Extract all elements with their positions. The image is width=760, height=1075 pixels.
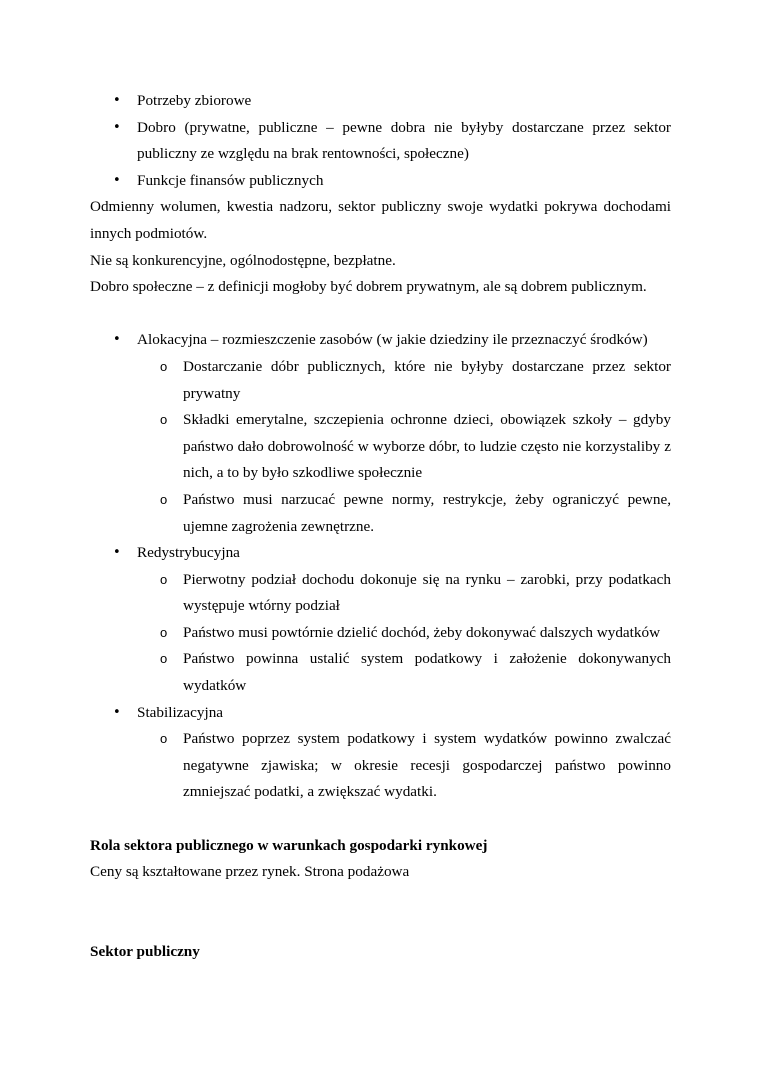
function-item: • Alokacyjna – rozmieszczenie zasobów (w jakie dziedziny ile przeznaczyć środków) bbox=[90, 327, 671, 354]
list-item: • Potrzeby zbiorowe bbox=[90, 88, 671, 115]
sub-item: o Państwo musi powtórnie dzielić dochód, żeby dokonywać dalszych wydatków bbox=[90, 620, 671, 647]
section-heading: Rola sektora publicznego w warunkach gospodarki rynkowej bbox=[90, 836, 488, 854]
sub-item: o Składki emerytalne, szczepienia ochronne dzieci, obowiązek szkoły – gdyby państwo dało dobrowolność w wyborze dóbr, to ludzie często nie korzystaliby z nich, a to by było szkodliwe społecznie bbox=[90, 407, 671, 487]
paragraph: Odmienny wolumen, kwestia nadzoru, sektor publiczny swoje wydatki pokrywa dochodami innych podmiotów. bbox=[90, 198, 671, 242]
sub-item: o Państwo musi narzucać pewne normy, restrykcje, żeby ograniczyć pewne, ujemne zagrożenia zewnętrzne. bbox=[90, 487, 671, 540]
sub-item: o Pierwotny podział dochodu dokonuje się na rynku – zarobki, przy podatkach występuje wtórny podział bbox=[90, 567, 671, 620]
section-heading: Sektor publiczny bbox=[90, 942, 200, 960]
function-item: • Stabilizacyjna bbox=[90, 700, 671, 727]
functions-list bbox=[90, 327, 671, 806]
bullet-list-intro bbox=[90, 88, 671, 194]
document-content bbox=[90, 88, 671, 965]
sub-item: o Państwo powinna ustalić system podatkowy i założenie dokonywanych wydatków bbox=[90, 646, 671, 699]
paragraph: Nie są konkurencyjne, ogólnodostępne, bezpłatne. bbox=[90, 251, 396, 269]
paragraph: Dobro społeczne – z definicji mogłoby być dobrem prywatnym, ale są dobrem publicznym. bbox=[90, 278, 647, 296]
list-item: • Dobro (prywatne, publiczne – pewne dobra nie byłyby dostarczane przez sektor publiczny ze względu na brak rentowności, społeczne) bbox=[90, 115, 671, 168]
list-item: • Funkcje finansów publicznych bbox=[90, 168, 671, 195]
paragraph: Ceny są kształtowane przez rynek. Strona podażowa bbox=[90, 863, 410, 881]
sub-item: o Dostarczanie dóbr publicznych, które nie byłyby dostarczane przez sektor prywatny bbox=[90, 354, 671, 407]
function-item: • Redystrybucyjna bbox=[90, 540, 671, 567]
sub-item: o Państwo poprzez system podatkowy i system wydatków powinno zwalczać negatywne zjawiska; w okresie recesji gospodarczej państwo powinno zmniejszać podatki, a zwiększać wydatki. bbox=[90, 726, 671, 806]
